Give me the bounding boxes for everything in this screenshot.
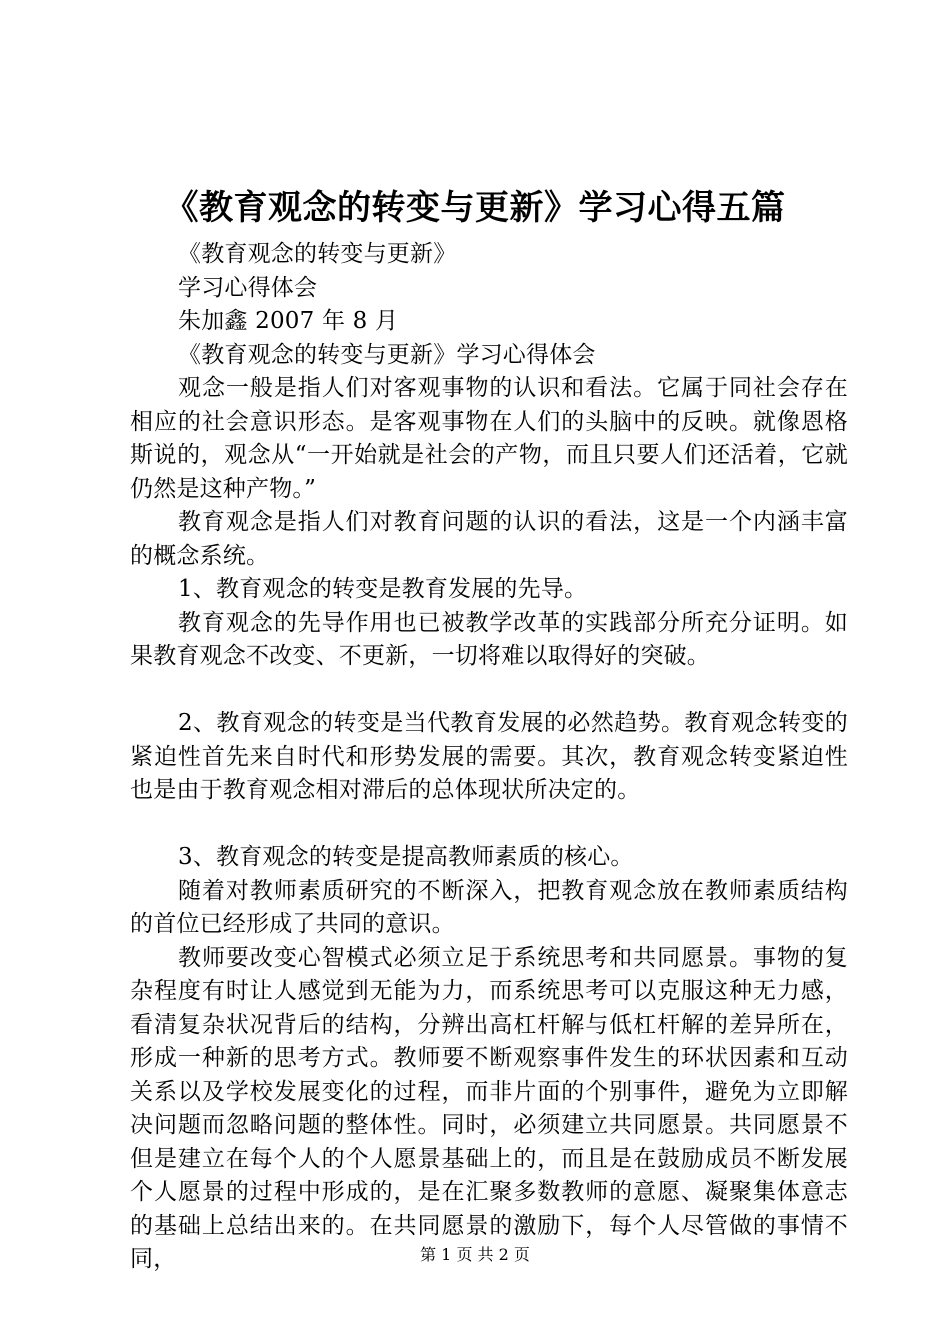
paragraph-point-2: 2、教育观念的转变是当代教育发展的必然趋势。教育观念转变的紧迫性首先来自时代和形势发展的需要。其次，教育观念转变紧迫性也是由于教育观念相对滞后的总体现状所决定的。 <box>130 710 848 803</box>
paragraph-author-date: 朱加鑫 2007 年 8 月 <box>178 308 399 334</box>
paragraph-education-concept: 教育观念是指人们对教育问题的认识的看法，这是一个内涵丰富的概念系统。 <box>130 509 848 569</box>
document-body <box>130 238 848 1277</box>
page-footer: 第 1 页 共 2 页 <box>420 1245 530 1264</box>
document-title: 《教育观念的转变与更新》学习心得五篇 <box>164 188 786 228</box>
paragraph-spacer <box>130 808 848 842</box>
paragraph-point-3: 3、教育观念的转变是提高教师素质的核心。 <box>178 844 634 870</box>
paragraph-concept: 观念一般是指人们对客观事物的认识和看法。它属于同社会存在相应的社会意识形态。是客观事物在人们的头脑中的反映。就像恩格斯说的，观念从“一开始就是社会的产物，而且只要人们还活着，它就仍然是这种产物。” <box>130 375 848 502</box>
paragraph-point-3-detail: 随着对教师素质研究的不断深入，把教育观念放在教师素质结构的首位已经形成了共同的意识。 <box>130 877 848 937</box>
paragraph-point-1: 1、教育观念的转变是教育发展的先导。 <box>178 576 588 602</box>
paragraph-spacer <box>130 674 848 708</box>
paragraph-subtitle: 学习心得体会 <box>178 274 318 301</box>
paragraph-heading: 《教育观念的转变与更新》学习心得体会 <box>178 341 596 368</box>
paragraph-book-title: 《教育观念的转变与更新》 <box>178 241 457 267</box>
paragraph-point-1-detail: 教育观念的先导作用也已被教学改革的实践部分所充分证明。如果教育观念不改变、不更新，一切将难以取得好的突破。 <box>130 609 848 669</box>
paragraph-mental-model: 教师要改变心智模式必须立足于系统思考和共同愿景。事物的复杂程度有时让人感觉到无能为力，而系统思考可以克服这种无力感，看清复杂状况背后的结构，分辨出高杠杆解与低杠杆解的差异所在，形成一种新的思考方式。教师要不断观察事件发生的环状因素和互动关系以及学校发展变化的过程，而非片面的个别事件，避免为立即解决问题而忽略问题的整体性。同时，必须建立共同愿景。共同愿景不但是建立在每个人的个人愿景基础上的，而且是在鼓励成员不断发展个人愿景的过程中形成的，是在汇聚多数教师的意愿、凝聚集体意志的基础上总结出来的。在共同愿景的激励下，每个人尽管做的事情不同， <box>130 944 848 1272</box>
